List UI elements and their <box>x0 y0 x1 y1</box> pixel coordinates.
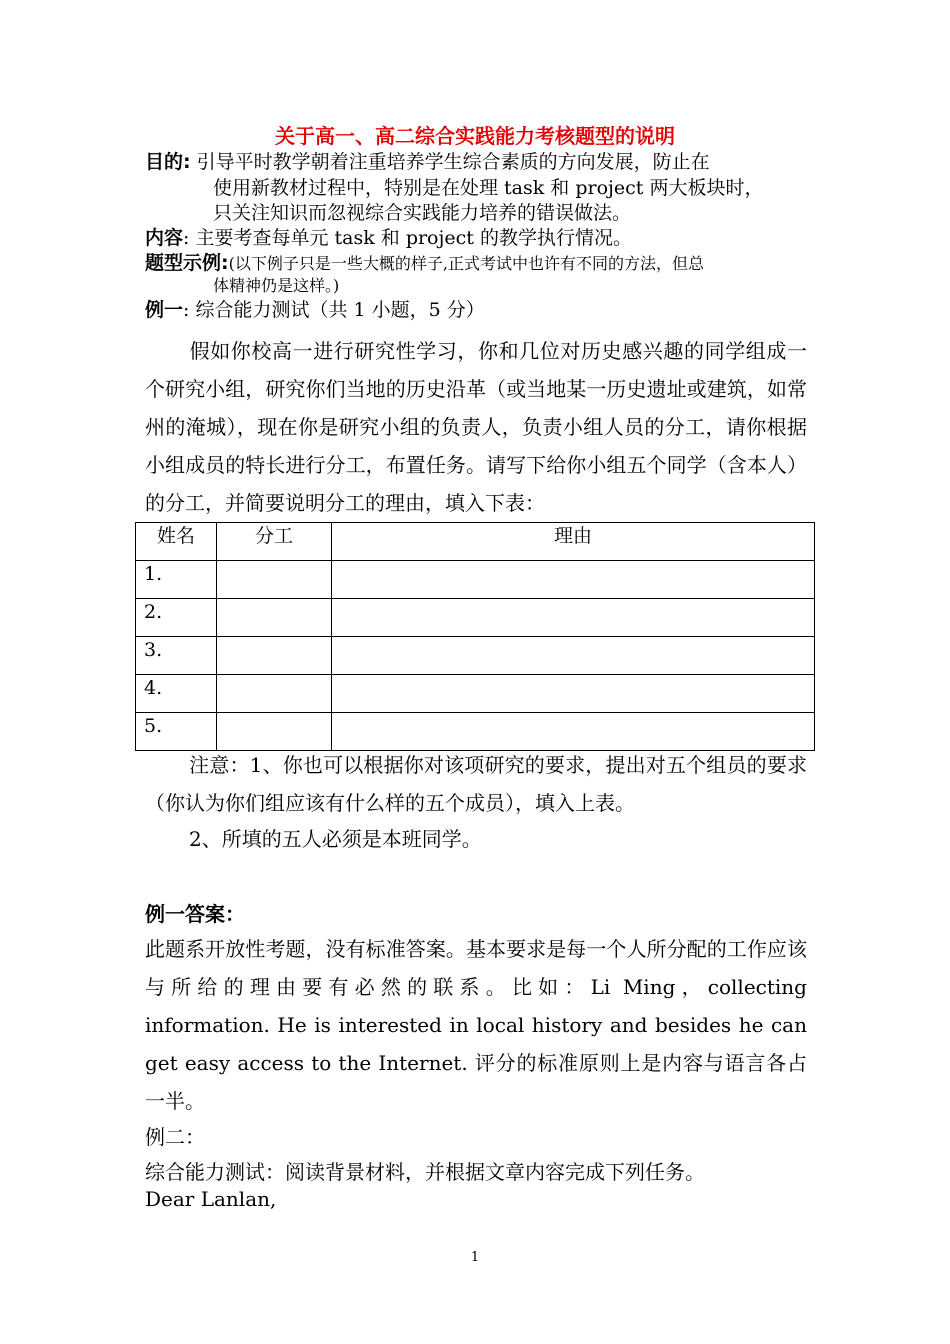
header-task: 分工 <box>217 523 332 561</box>
table-row <box>136 637 815 675</box>
examples-label: 题型示例: <box>145 252 229 274</box>
document-title: 关于高一、高二综合实践能力考核题型的说明 <box>275 124 675 148</box>
note-2-text: 2、所填的五人必须是本班同学。 <box>189 827 482 851</box>
header-name: 姓名 <box>136 523 217 561</box>
content-line <box>145 225 632 251</box>
answer1-heading: 例一答案： <box>145 902 245 926</box>
task-cell[interactable] <box>217 637 332 675</box>
assignment-table <box>135 522 815 751</box>
example1-paragraph <box>145 332 807 522</box>
letter-salutation: Dear Lanlan, <box>145 1187 277 1211</box>
row-number: 3. <box>136 637 217 675</box>
note-1-text: 注意：1、你也可以根据你对该项研究的要求，提出对五个组员的要求（你认为你们组应该有什么样的五个成员），填入上表。 <box>145 753 807 815</box>
table-row <box>136 561 815 599</box>
content-label: 内容 <box>145 227 184 249</box>
example2-heading: 例二： <box>145 1125 205 1149</box>
answer1-paragraph: 此题系开放性考题，没有标准答案。基本要求是每一个人所分配的工作应该与所给的理由要有必然的联系。比如：Li Ming，collecting information. He is interested in local history and besides he can get easy access to the Internet. 评分的标准原则上是内容与语言各占一半。 <box>145 937 807 1113</box>
reason-cell[interactable] <box>332 637 815 675</box>
task-cell[interactable] <box>217 675 332 713</box>
reason-cell[interactable] <box>332 599 815 637</box>
task-cell[interactable] <box>217 561 332 599</box>
examples-line-2: 体精神仍是这样。) <box>213 276 340 295</box>
purpose-line-2: 使用新教材过程中，特别是在处理 task 和 project 两大板块时， <box>213 177 764 199</box>
row-number: 5. <box>136 713 217 751</box>
task-cell[interactable] <box>217 599 332 637</box>
row-number: 4. <box>136 675 217 713</box>
example1-label: 例一 <box>145 299 184 321</box>
table-header-row <box>136 523 815 561</box>
example1-paragraph-text: 假如你校高一进行研究性学习，你和几位对历史感兴趣的同学组成一个研究小组，研究你们当地的历史沿革（或当地某一历史遗址或建筑，如常州的淹城），现在你是研究小组的负责人，负责小组人员的分工，请你根据小组成员的特长进行分工，布置任务。请写下给你小组五个同学（含本人）的分工，并简要说明分工的理由，填入下表： <box>145 339 807 515</box>
example2-instruction: 综合能力测试：阅读背景材料，并根据文章内容完成下列任务。 <box>145 1160 705 1184</box>
purpose-line-3: 只关注知识而忽视综合实践能力培养的错误做法。 <box>213 202 632 224</box>
reason-cell[interactable] <box>332 561 815 599</box>
table-row <box>136 713 815 751</box>
row-number: 1. <box>136 561 217 599</box>
example1-heading <box>145 297 485 323</box>
header-reason: 理由 <box>332 523 815 561</box>
note-2 <box>145 820 807 858</box>
reason-cell[interactable] <box>332 713 815 751</box>
note-1 <box>145 746 807 822</box>
table-row <box>136 675 815 713</box>
content-colon: : <box>183 227 190 249</box>
examples-text-1: (以下例子只是一些大概的样子,正式考试中也许有不同的方法，但总 <box>228 254 704 273</box>
table-row <box>136 599 815 637</box>
purpose-label: 目的: <box>145 151 191 173</box>
purpose-line-1 <box>145 149 710 175</box>
page-number: 1 <box>470 1250 480 1265</box>
reason-cell[interactable] <box>332 675 815 713</box>
example1-heading-text: : 综合能力测试（共 1 小题，5 分） <box>183 299 485 321</box>
purpose-text-1: 引导平时教学朝着注重培养学生综合素质的方向发展，防止在 <box>196 151 710 173</box>
task-cell[interactable] <box>217 713 332 751</box>
content-text: 主要考查每单元 task 和 project 的教学执行情况。 <box>195 227 632 249</box>
row-number: 2. <box>136 599 217 637</box>
